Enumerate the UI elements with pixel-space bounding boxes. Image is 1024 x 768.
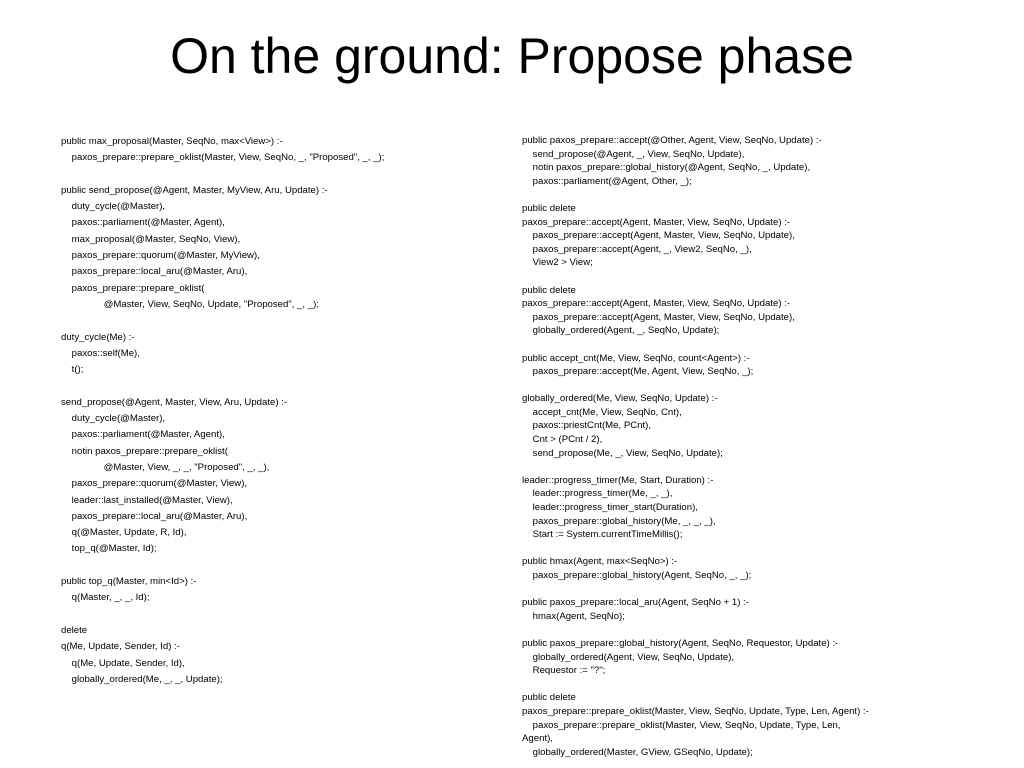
code-line: [522, 583, 1012, 597]
code-line: paxos::self(Me),: [61, 347, 140, 359]
code-line: notin paxos_prepare::prepare_oklist(: [61, 445, 228, 457]
code-line: Requestor := "?";: [522, 665, 606, 677]
code-line: send_propose(Me, _, View, SeqNo, Update);: [522, 447, 723, 459]
code-line: send_propose(@Agent, _, View, SeqNo, Update),: [522, 148, 745, 160]
code-line: paxos_prepare::accept(Agent, Master, View, SeqNo, Update),: [522, 311, 795, 323]
code-line: q(Me, Update, Sender, Id) :-: [61, 641, 180, 653]
code-line: q(Master, _, _, Id);: [61, 592, 150, 604]
code-line: t();: [61, 364, 84, 376]
code-line: [522, 460, 1012, 474]
slide-title: On the ground: Propose phase: [170, 28, 854, 84]
code-line: paxos_prepare::local_aru(@Master, Aru),: [61, 510, 248, 522]
code-line: top_q(@Master, Id);: [61, 543, 157, 555]
code-line: paxos_prepare::quorum(@Master, MyView),: [61, 250, 260, 262]
code-line: [522, 338, 1012, 352]
code-line: globally_ordered(Me, View, SeqNo, Update) :-: [522, 393, 718, 405]
code-line: public send_propose(@Agent, Master, MyView, Aru, Update) :-: [61, 184, 328, 196]
code-line: [61, 167, 501, 183]
code-line: public delete: [522, 284, 576, 296]
code-line: [61, 558, 501, 574]
code-line: public paxos_prepare::global_history(Agent, SeqNo, Requestor, Update) :-: [522, 637, 839, 649]
code-line: public paxos_prepare::local_aru(Agent, SeqNo + 1) :-: [522, 597, 749, 609]
code-line: leader::last_installed(@Master, View),: [61, 494, 233, 506]
code-line: notin paxos_prepare::global_history(@Agent, SeqNo, _, Update),: [522, 162, 811, 174]
code-line: duty_cycle(Me) :-: [61, 331, 135, 343]
code-line: Cnt > (PCnt / 2),: [522, 434, 603, 446]
code-line: paxos_prepare::accept(Me, Agent, View, SeqNo, _);: [522, 366, 754, 378]
code-line: paxos::parliament(@Master, Agent),: [61, 429, 225, 441]
code-line: public top_q(Master, min<Id>) :-: [61, 576, 197, 588]
code-line: View2 > View;: [522, 257, 593, 269]
code-line: leader::progress_timer(Me, _, _),: [522, 488, 673, 500]
code-line: public max_proposal(Master, SeqNo, max<View>) :-: [61, 136, 283, 147]
code-line: public hmax(Agent, max<SeqNo>) :-: [522, 556, 678, 568]
code-line: globally_ordered(Master, GView, GSeqNo, Update);: [522, 746, 753, 758]
code-line: public paxos_prepare::accept(@Other, Agent, View, SeqNo, Update) :-: [522, 135, 822, 146]
code-line: [61, 313, 501, 329]
code-line: leader::progress_timer(Me, Start, Duration) :-: [522, 474, 714, 486]
code-line: paxos_prepare::accept(Agent, Master, View, SeqNo, Update) :-: [522, 298, 791, 310]
code-line: public delete: [522, 202, 576, 214]
code-line: public delete: [522, 692, 576, 704]
code-line: paxos_prepare::prepare_oklist(Master, View, SeqNo, _, "Proposed", _, _);: [61, 152, 385, 164]
code-line: [522, 542, 1012, 556]
code-line: Agent),: [522, 733, 553, 745]
code-line: [522, 623, 1012, 637]
code-line: accept_cnt(Me, View, SeqNo, Cnt),: [522, 406, 682, 418]
code-line: hmax(Agent, SeqNo);: [522, 610, 625, 622]
code-line: [61, 607, 501, 623]
code-line: q(@Master, Update, R, Id),: [61, 527, 187, 539]
code-line: paxos_prepare::quorum(@Master, View),: [61, 478, 248, 490]
code-line: paxos_prepare::global_history(Me, _, _, _),: [522, 515, 716, 527]
code-line: paxos_prepare::prepare_oklist(: [61, 282, 205, 294]
code-line: q(Me, Update, Sender, Id),: [61, 657, 185, 669]
code-line: public accept_cnt(Me, View, SeqNo, count<Agent>) :-: [522, 352, 750, 364]
code-line: paxos_prepare::accept(Agent, Master, View, SeqNo, Update),: [522, 230, 795, 242]
code-line: paxos_prepare::prepare_oklist(Master, View, SeqNo, Update, Type, Len,: [522, 719, 841, 731]
code-line: globally_ordered(Agent, _, SeqNo, Update);: [522, 325, 720, 337]
code-line: paxos::parliament(@Master, Agent),: [61, 217, 225, 229]
code-line: [61, 378, 501, 394]
code-line: paxos_prepare::accept(Agent, _, View2, SeqNo, _),: [522, 243, 752, 255]
code-column-right: [522, 134, 1012, 759]
code-line: max_proposal(@Master, SeqNo, View),: [61, 233, 241, 245]
code-line: globally_ordered(Me, _, _, Update);: [61, 673, 223, 685]
code-line: [522, 270, 1012, 284]
code-line: leader::progress_timer_start(Duration),: [522, 502, 698, 514]
code-line: paxos_prepare::prepare_oklist(Master, View, SeqNo, Update, Type, Len, Agent) :-: [522, 705, 869, 717]
code-line: delete: [61, 624, 88, 636]
code-line: @Master, View, SeqNo, Update, "Proposed", _, _);: [61, 298, 319, 310]
code-line: [522, 188, 1012, 202]
code-line: paxos::parliament(@Agent, Other, _);: [522, 175, 692, 187]
code-line: duty_cycle(@Master),: [61, 201, 166, 213]
code-line: paxos_prepare::global_history(Agent, SeqNo, _, _);: [522, 570, 752, 581]
code-line: globally_ordered(Agent, View, SeqNo, Update),: [522, 651, 735, 663]
code-line: Start := System.currentTimeMillis();: [522, 529, 683, 541]
code-line: @Master, View, _, _, "Proposed", _, _),: [61, 461, 270, 473]
code-line: send_propose(@Agent, Master, View, Aru, Update) :-: [61, 396, 288, 408]
code-line: [522, 678, 1012, 692]
code-line: paxos_prepare::accept(Agent, Master, View, SeqNo, Update) :-: [522, 216, 791, 228]
code-column-left: [61, 134, 501, 688]
code-line: duty_cycle(@Master),: [61, 413, 166, 425]
code-line: paxos_prepare::local_aru(@Master, Aru),: [61, 266, 248, 278]
code-line: paxos::priestCnt(Me, PCnt),: [522, 420, 652, 432]
code-line: [522, 379, 1012, 393]
